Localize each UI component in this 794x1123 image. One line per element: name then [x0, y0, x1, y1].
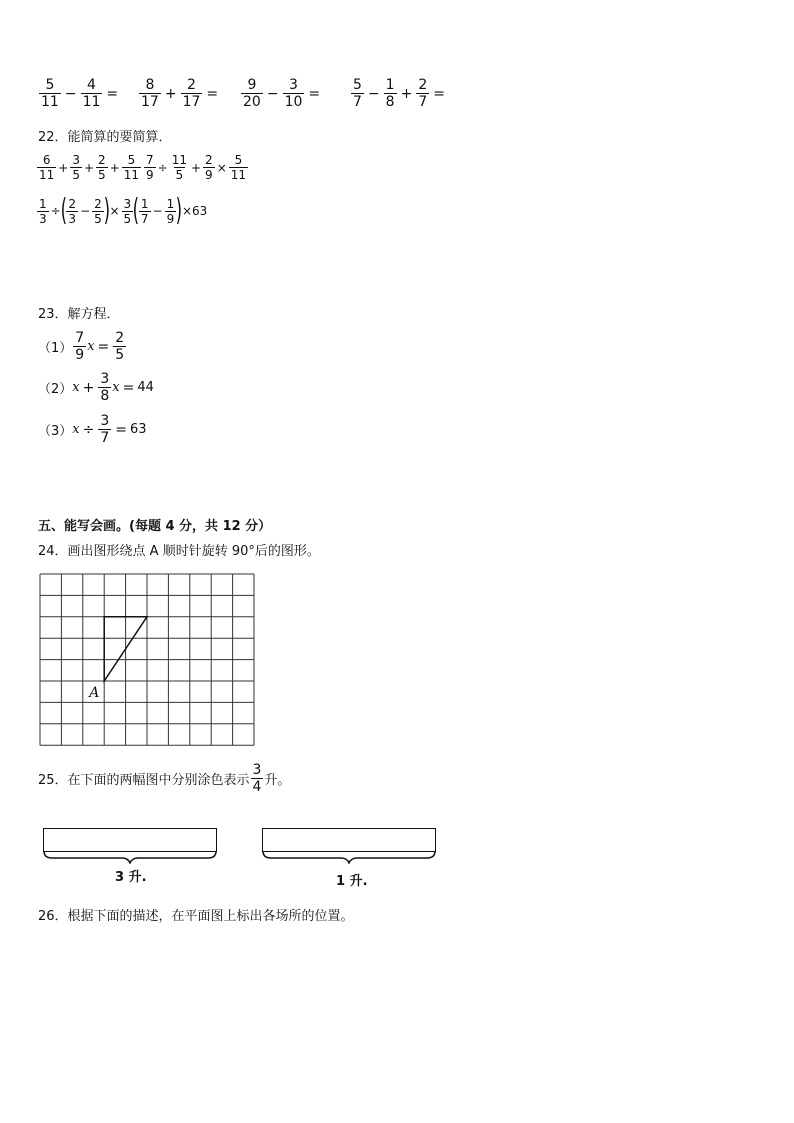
point-a-label: A — [89, 685, 100, 701]
q22-label: 22．能简算的要简算． — [38, 130, 172, 145]
bar-left-caption: 3 升. — [115, 870, 147, 885]
q23-equation-3: （3） x ÷ $\frac{3}{7}$ = 63 — [38, 413, 147, 446]
fraction: $\frac{4}{11}$ — [82, 77, 101, 110]
calc-3: $\frac{9}{20}$ − $\frac{3}{10}$ = — [243, 77, 321, 110]
brace-right — [261, 850, 437, 864]
q23-label: 23．解方程． — [38, 307, 120, 322]
calc-2: $\frac{8}{17}$ + $\frac{2}{17}$ = — [141, 77, 219, 110]
section-title: 五、能写会画。(每题 4 分，共 12 分） — [38, 519, 272, 534]
fraction: $\frac{2}{7}$ — [418, 77, 428, 110]
q23-equation-1: （1） $\frac{7}{9}$ x = $\frac{2}{5}$ — [38, 330, 125, 363]
q26-label: 26．根据下面的描述，在平面图上标出各场所的位置。 — [38, 909, 354, 924]
q24-label: 24．画出图形绕点 A 顺时针旋转 90°后的图形。 — [38, 544, 320, 559]
fraction: $\frac{5}{11}$ — [41, 77, 59, 110]
calc-4: $\frac{5}{7}$ − $\frac{1}{8}$ + $\frac{2}{7}$ = — [353, 77, 445, 110]
q22-expr-2: $\frac{7}{9}$ ÷ $\frac{11}{5}$ + $\frac{2}{9}$ × $\frac{5}{11}$ — [146, 153, 247, 182]
calc-1: $\frac{5}{11}$ − $\frac{4}{11}$ = — [41, 77, 119, 110]
fraction: $\frac{9}{20}$ — [243, 77, 261, 110]
rotation-grid — [38, 572, 258, 748]
fraction: $\frac{5}{7}$ — [353, 77, 362, 110]
fraction: $\frac{8}{17}$ — [141, 77, 159, 110]
bar-3-liters[interactable] — [43, 828, 217, 852]
fraction: $\frac{2}{17}$ — [182, 77, 201, 110]
bar-right-caption: 1 升. — [336, 874, 368, 889]
fraction: $\frac{3}{10}$ — [284, 77, 303, 110]
q22-expr-3: $\frac{1}{3}$ ÷ ( $\frac{2}{3}$ − $\frac{2}{5}$ ) × $\frac{3}{5}$ ( $\frac{1}{7}$ − $\frac{1}{9}$ ) ×63 — [39, 193, 208, 228]
grid-lines — [40, 574, 254, 745]
brace-left — [42, 850, 218, 864]
q23-equation-2: （2） x + $\frac{3}{8}$ x = 44 — [38, 371, 154, 404]
bar-1-liter[interactable] — [262, 828, 436, 852]
q22-expr-1: $\frac{6}{11}$ + $\frac{3}{5}$ + $\frac{2}{5}$ + $\frac{5}{11}$ — [39, 153, 140, 182]
q25-label: 25．在下面的两幅图中分别涂色表示 $\frac{3}{4}$ 升。 — [38, 762, 291, 795]
fraction: $\frac{1}{8}$ — [385, 77, 395, 110]
